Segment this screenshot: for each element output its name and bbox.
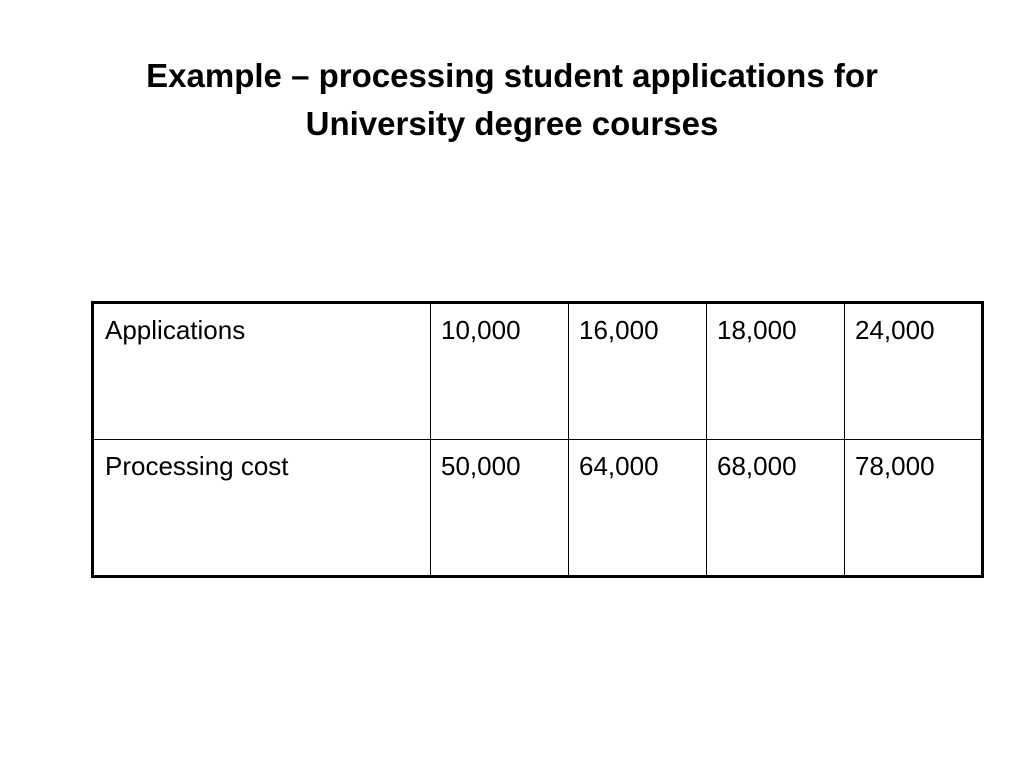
table-row-processing-cost — [93, 440, 983, 577]
row-label-applications: Applications — [93, 303, 431, 440]
table-cell: 50,000 — [431, 440, 569, 577]
table-cell: 18,000 — [707, 303, 845, 440]
applications-cost-table — [91, 301, 984, 578]
table-cell: 16,000 — [569, 303, 707, 440]
table-row-applications — [93, 303, 983, 440]
slide-title — [0, 52, 1024, 148]
table-cell: 68,000 — [707, 440, 845, 577]
slide-title-line-1: Example – processing student applications for — [146, 57, 878, 94]
table-cell: 10,000 — [431, 303, 569, 440]
table-cell: 78,000 — [845, 440, 983, 577]
table-cell: 24,000 — [845, 303, 983, 440]
table-cell: 64,000 — [569, 440, 707, 577]
slide-title-line-2: University degree courses — [305, 105, 719, 142]
row-label-processing-cost: Processing cost — [93, 440, 431, 577]
